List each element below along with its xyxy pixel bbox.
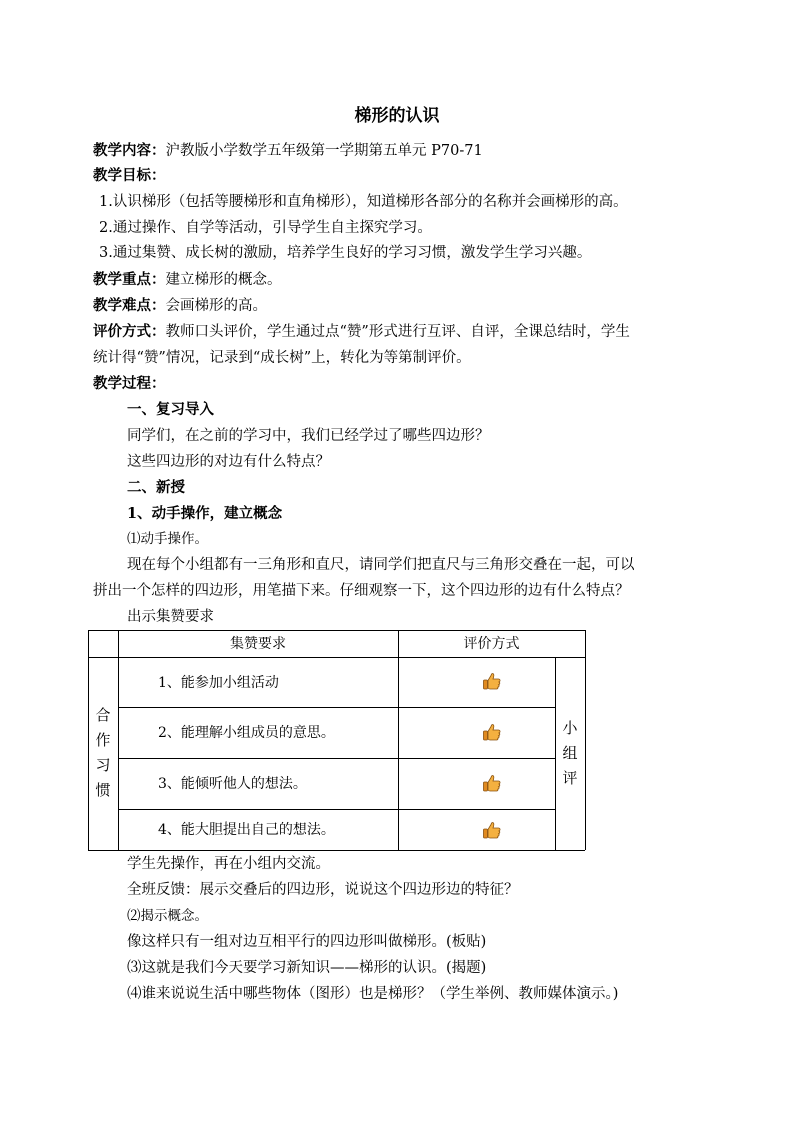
right-label-group-eval <box>558 716 582 791</box>
difficulty-value: 会画梯形的高。 <box>165 298 267 314</box>
thumbs-up-icon <box>482 671 502 691</box>
after-line-5: ⑶这就是我们今天要学习新知识——梯形的认识。(揭题) <box>127 960 487 976</box>
left-label-cooperation-habit <box>91 703 115 803</box>
thumbs-up-icon <box>482 773 502 793</box>
subsection-operate: 1、动手操作，建立概念 <box>127 505 283 522</box>
left-label-char: 惯 <box>95 781 111 799</box>
header-evaluation: 评价方式 <box>463 636 520 652</box>
table-border-right <box>585 630 586 850</box>
table-border-left <box>88 630 89 850</box>
content-label: 教学内容： <box>93 142 166 159</box>
key-point-line <box>93 270 282 290</box>
left-label-char: 合 <box>95 706 111 724</box>
requirement-row-4: 4、能大胆提出自己的想法。 <box>158 822 335 838</box>
review-question-1: 同学们，在之前的学习中，我们已经学过了哪些四边形？ <box>127 428 490 444</box>
after-line-3: ⑵揭示概念。 <box>127 908 208 924</box>
evaluation-line-1 <box>93 322 630 342</box>
after-line-4: 像这样只有一组对边互相平行的四边形叫做梯形。(板贴) <box>127 934 487 950</box>
requirement-row-3: 3、能倾听他人的想法。 <box>158 776 307 792</box>
evaluation-label: 评价方式： <box>93 323 166 340</box>
col-divider-3 <box>555 657 556 850</box>
table-border-bottom <box>88 850 585 851</box>
row-divider-1 <box>118 707 555 708</box>
process-label: 教学过程： <box>93 375 166 392</box>
content-value: 沪教版小学数学五年级第一学期第五单元 P70-71 <box>165 143 483 159</box>
operate-paragraph-2: 拼出一个怎样的四边形，用笔描下来。仔细观察一下，这个四边形的边有什么特点？ <box>93 583 630 599</box>
thumbs-up-icon <box>482 820 502 840</box>
praise-requirements-table <box>88 630 585 850</box>
evaluation-text-2: 统计得“赞”情况，记录到“成长树”上，转化为等第制评价。 <box>93 350 471 366</box>
table-border-top <box>88 630 585 631</box>
row-divider-2 <box>118 758 555 759</box>
col-divider-2 <box>398 630 399 850</box>
page-title: 梯形的认识 <box>354 106 440 126</box>
thumbs-up-icon <box>482 722 502 742</box>
right-label-char: 组 <box>562 744 578 762</box>
left-label-char: 作 <box>95 731 111 749</box>
requirement-row-1: 1、能参加小组活动 <box>158 675 279 691</box>
show-requirements: 出示集赞要求 <box>127 609 214 625</box>
section-review: 一、复习导入 <box>127 401 214 418</box>
difficulty-label: 教学难点： <box>93 297 166 314</box>
operate-paragraph-1: 现在每个小组都有一三角形和直尺，请同学们把直尺与三角形交叠在一起，可以 <box>127 557 635 573</box>
section-new: 二、新授 <box>127 479 185 496</box>
col-divider-1 <box>118 630 119 850</box>
row-divider-3 <box>118 809 555 810</box>
goal-item-2: 2.通过操作、自学等活动，引导学生自主探究学习。 <box>99 220 432 236</box>
key-point-value: 建立梯形的概念。 <box>165 272 282 288</box>
goal-item-1: 1.认识梯形（包括等腰梯形和直角梯形），知道梯形各部分的名称并会画梯形的高。 <box>99 194 628 210</box>
goals-label: 教学目标： <box>93 167 166 184</box>
evaluation-text-1: 教师口头评价，学生通过点“赞”形式进行互评、自评，全课总结时，学生 <box>165 324 630 340</box>
requirement-row-2: 2、能理解小组成员的意思。 <box>158 725 335 741</box>
right-label-char: 小 <box>562 719 578 737</box>
header-requirement: 集赞要求 <box>230 636 286 652</box>
left-label-char: 习 <box>95 756 111 774</box>
content-line <box>93 141 483 161</box>
difficulty-line <box>93 296 267 316</box>
table-header-divider <box>88 657 585 658</box>
goal-item-3: 3.通过集赞、成长树的激励，培养学生良好的学习习惯，激发学生学习兴趣。 <box>99 245 592 261</box>
key-point-label: 教学重点： <box>93 271 166 288</box>
after-line-6: ⑷谁来说说生活中哪些物体（图形）也是梯形？（学生举例、教师媒体演示。) <box>127 986 619 1002</box>
after-line-1: 学生先操作，再在小组内交流。 <box>127 856 330 872</box>
review-question-2: 这些四边形的对边有什么特点？ <box>127 454 330 470</box>
after-line-2: 全班反馈：展示交叠后的四边形，说说这个四边形边的特征？ <box>127 882 519 898</box>
step-operate: ⑴动手操作。 <box>127 531 208 547</box>
right-label-char: 评 <box>562 769 578 787</box>
